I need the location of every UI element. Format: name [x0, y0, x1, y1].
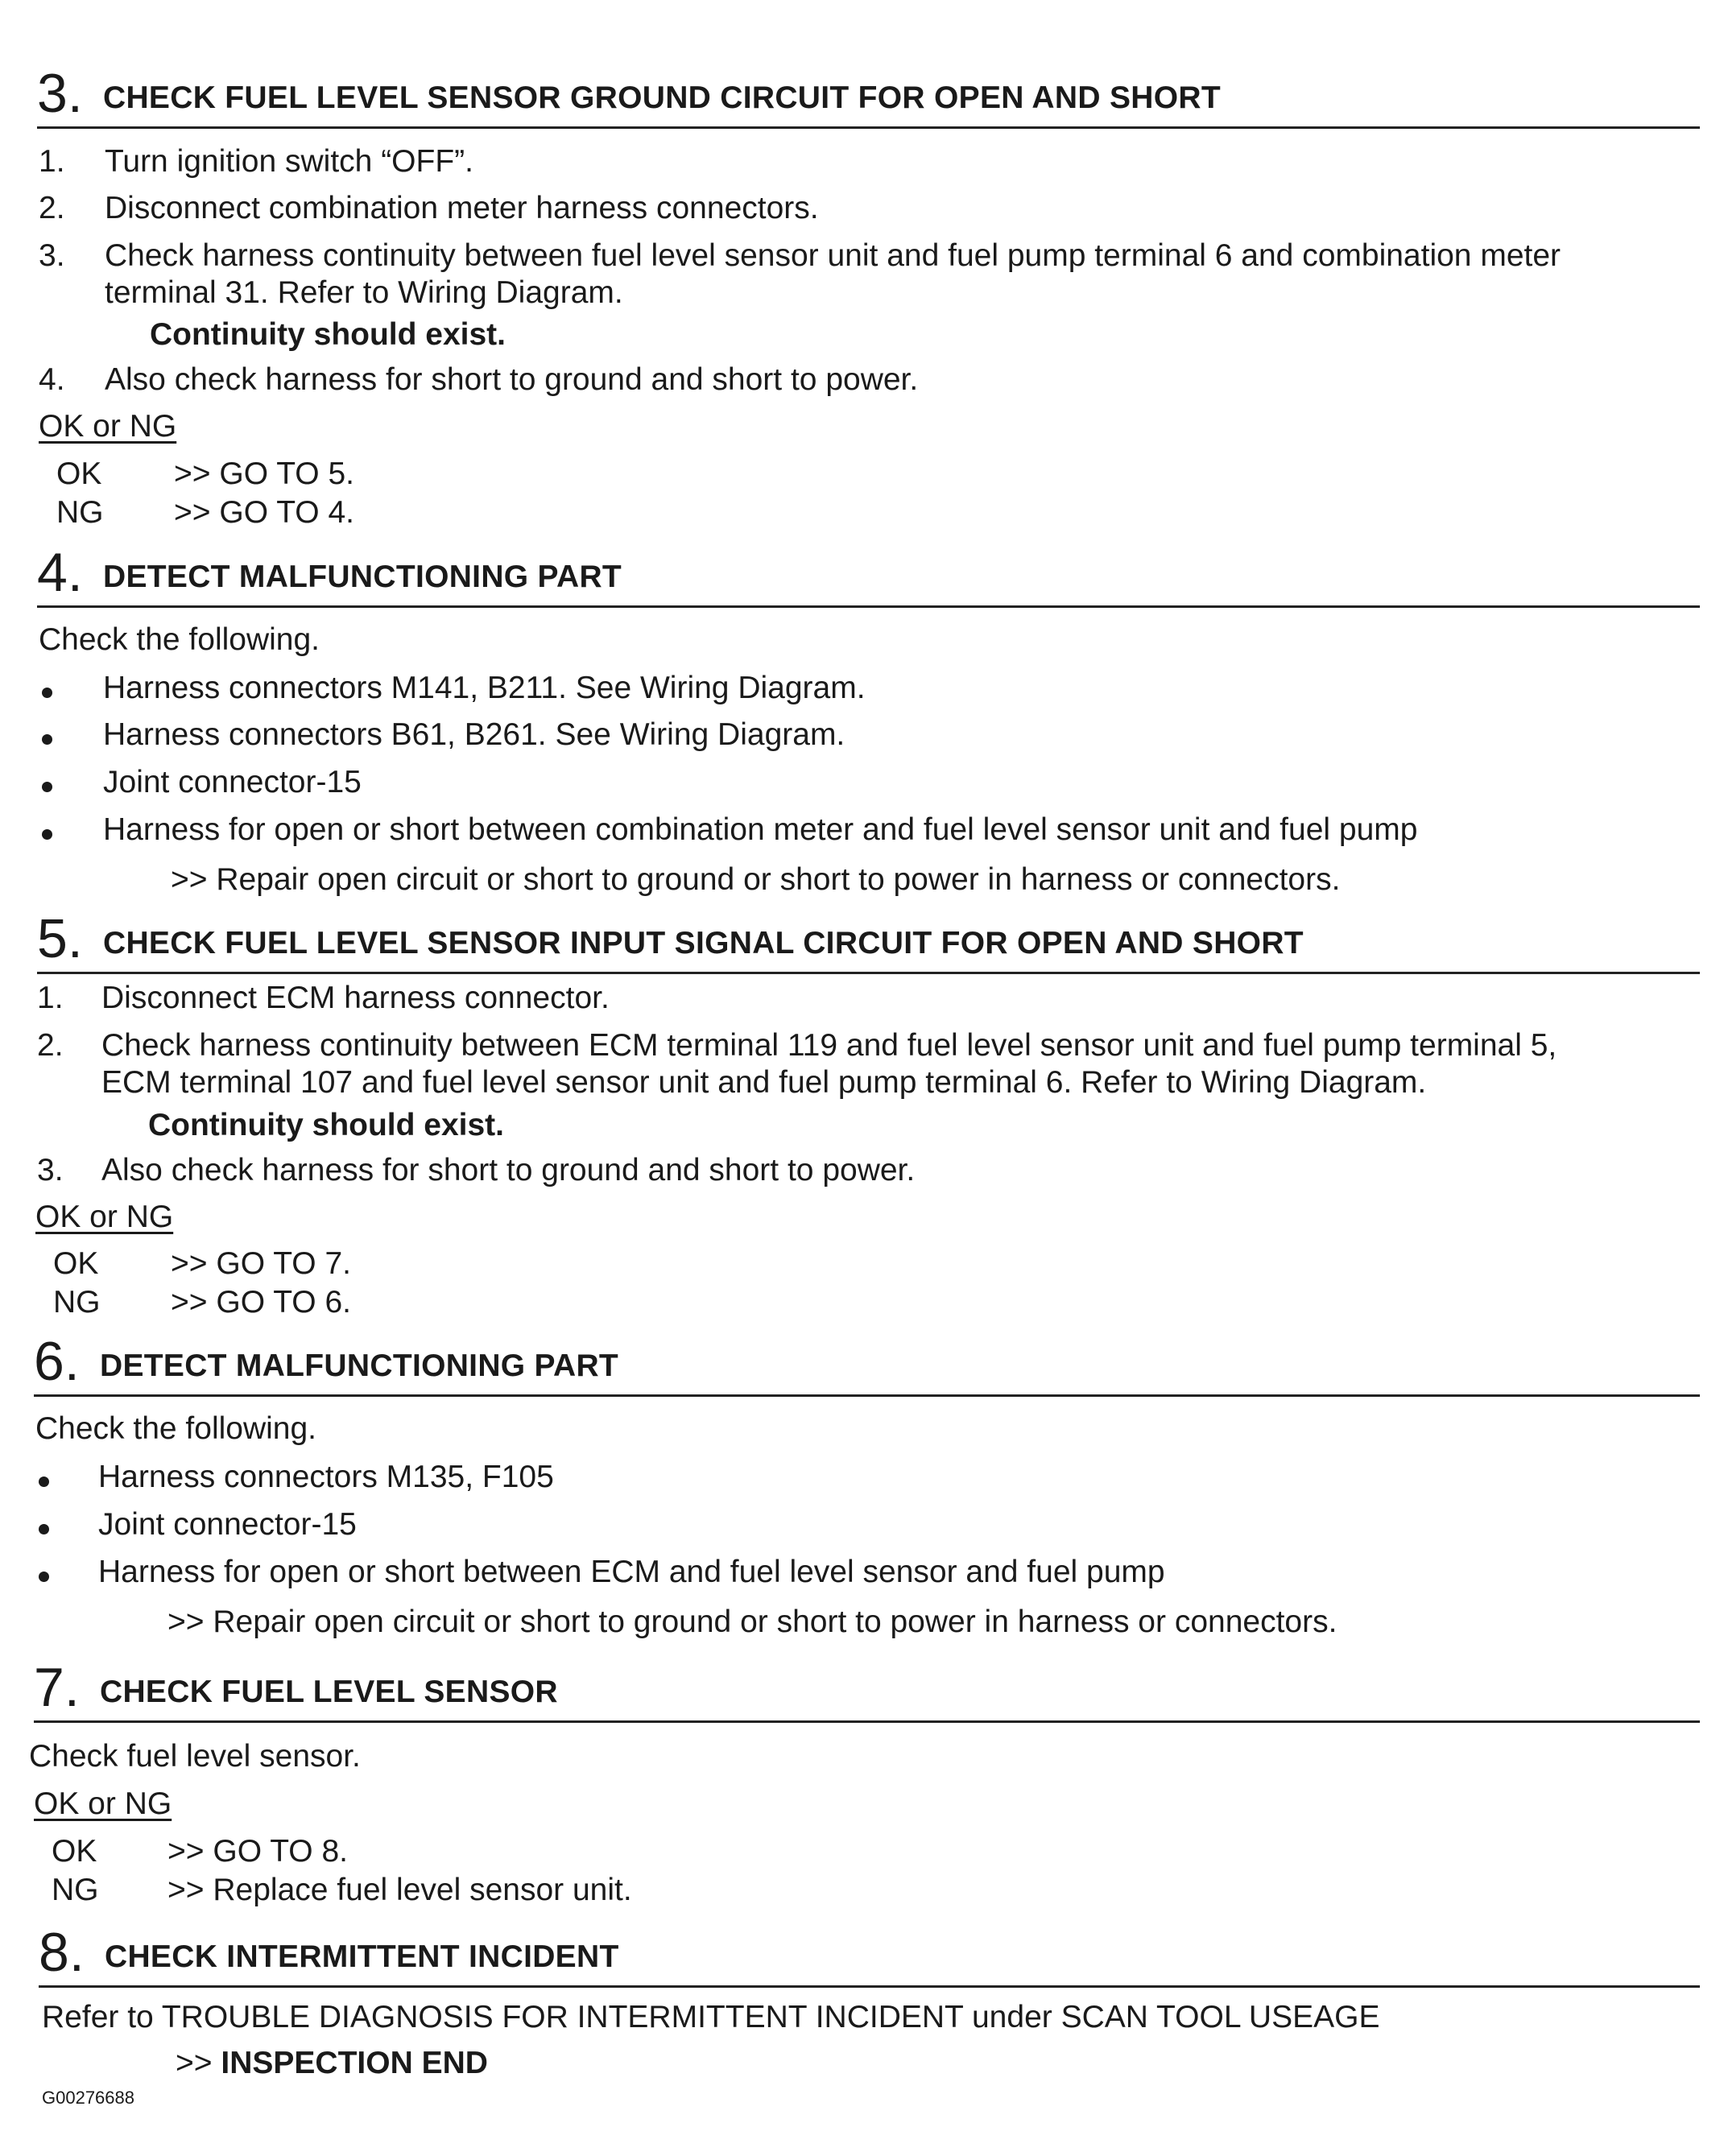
section-divider	[34, 1394, 1700, 1397]
section-divider	[34, 1720, 1700, 1723]
repair-action: >> Repair open circuit or short to ground or short to power in harness or connectors.	[167, 1605, 1337, 1639]
step-8-header	[39, 1923, 1700, 1988]
result-ng: NG >> Replace fuel level sensor unit.	[52, 1873, 632, 1907]
ok-ng-label: OK or NG	[34, 1786, 172, 1821]
bullet-icon	[42, 829, 52, 840]
step-5-header	[37, 910, 1700, 974]
result-action: >> GO TO 8.	[167, 1834, 349, 1869]
step-title: CHECK FUEL LEVEL SENSOR	[100, 1675, 558, 1709]
result-ng: NG >> GO TO 4.	[56, 495, 355, 530]
bullet-icon	[42, 734, 52, 745]
result-action: >> Replace fuel level sensor unit.	[167, 1873, 632, 1907]
bullet-icon	[39, 1572, 49, 1582]
bullet-icon	[39, 1477, 49, 1487]
step-4-header	[37, 543, 1700, 608]
ok-ng-label: OK or NG	[39, 409, 177, 444]
figure-code: G00276688	[42, 2088, 134, 2108]
result-ok: OK >> GO TO 5.	[56, 456, 355, 491]
section-divider	[37, 972, 1700, 974]
intro-text: Refer to TROUBLE DIAGNOSIS FOR INTERMITTENT INCIDENT under SCAN TOOL USEAGE	[42, 2000, 1380, 2034]
bullet-icon	[42, 782, 52, 792]
step-title: CHECK INTERMITTENT INCIDENT	[105, 1939, 619, 1974]
step-7-header	[34, 1658, 1700, 1723]
step-number: 8.	[39, 1922, 85, 1983]
step-number: 3.	[37, 63, 83, 124]
result-action: >> GO TO 7.	[171, 1246, 352, 1281]
intro-text: Check the following.	[39, 622, 320, 657]
step-6-header	[34, 1332, 1700, 1397]
step-number: 4.	[37, 542, 83, 603]
section-divider	[37, 605, 1700, 608]
step-title: DETECT MALFUNCTIONING PART	[100, 1349, 619, 1383]
repair-action: >> Repair open circuit or short to ground or short to power in harness or connectors.	[171, 862, 1341, 897]
requirement-note: Continuity should exist.	[148, 1108, 505, 1142]
step-number: 7.	[34, 1657, 80, 1718]
step-title: CHECK FUEL LEVEL SENSOR GROUND CIRCUIT FOR OPEN AND SHORT	[103, 81, 1221, 115]
bullet-icon	[42, 688, 52, 698]
step-title: DETECT MALFUNCTIONING PART	[103, 560, 622, 594]
section-divider	[37, 126, 1700, 129]
step-title: CHECK FUEL LEVEL SENSOR INPUT SIGNAL CIRCUIT FOR OPEN AND SHORT	[103, 926, 1304, 960]
list-item-continuation: terminal 31. Refer to Wiring Diagram.	[105, 275, 623, 310]
step-number: 6.	[34, 1331, 80, 1392]
result-action: >> GO TO 4.	[174, 495, 355, 530]
step-number: 5.	[37, 908, 83, 969]
list-item-continuation: ECM terminal 107 and fuel level sensor unit and fuel pump terminal 6. Refer to Wiring Diagram.	[101, 1065, 1427, 1100]
result-action: >> GO TO 6.	[171, 1285, 352, 1320]
result-ok: OK >> GO TO 8.	[52, 1834, 349, 1869]
inspection-end-label: INSPECTION END	[221, 2046, 488, 2080]
intro-text: Check the following.	[35, 1411, 317, 1446]
bullet-icon	[39, 1524, 49, 1534]
result-ok: OK >> GO TO 7.	[53, 1246, 352, 1281]
requirement-note: Continuity should exist.	[150, 317, 506, 352]
step-3-header	[37, 64, 1700, 129]
result-action: >> GO TO 5.	[174, 456, 355, 491]
inspection-end: >> INSPECTION END	[176, 2046, 488, 2080]
intro-text: Check fuel level sensor.	[29, 1739, 361, 1774]
ok-ng-label: OK or NG	[35, 1200, 174, 1234]
result-ng: NG >> GO TO 6.	[53, 1285, 352, 1320]
section-divider	[39, 1985, 1700, 1988]
